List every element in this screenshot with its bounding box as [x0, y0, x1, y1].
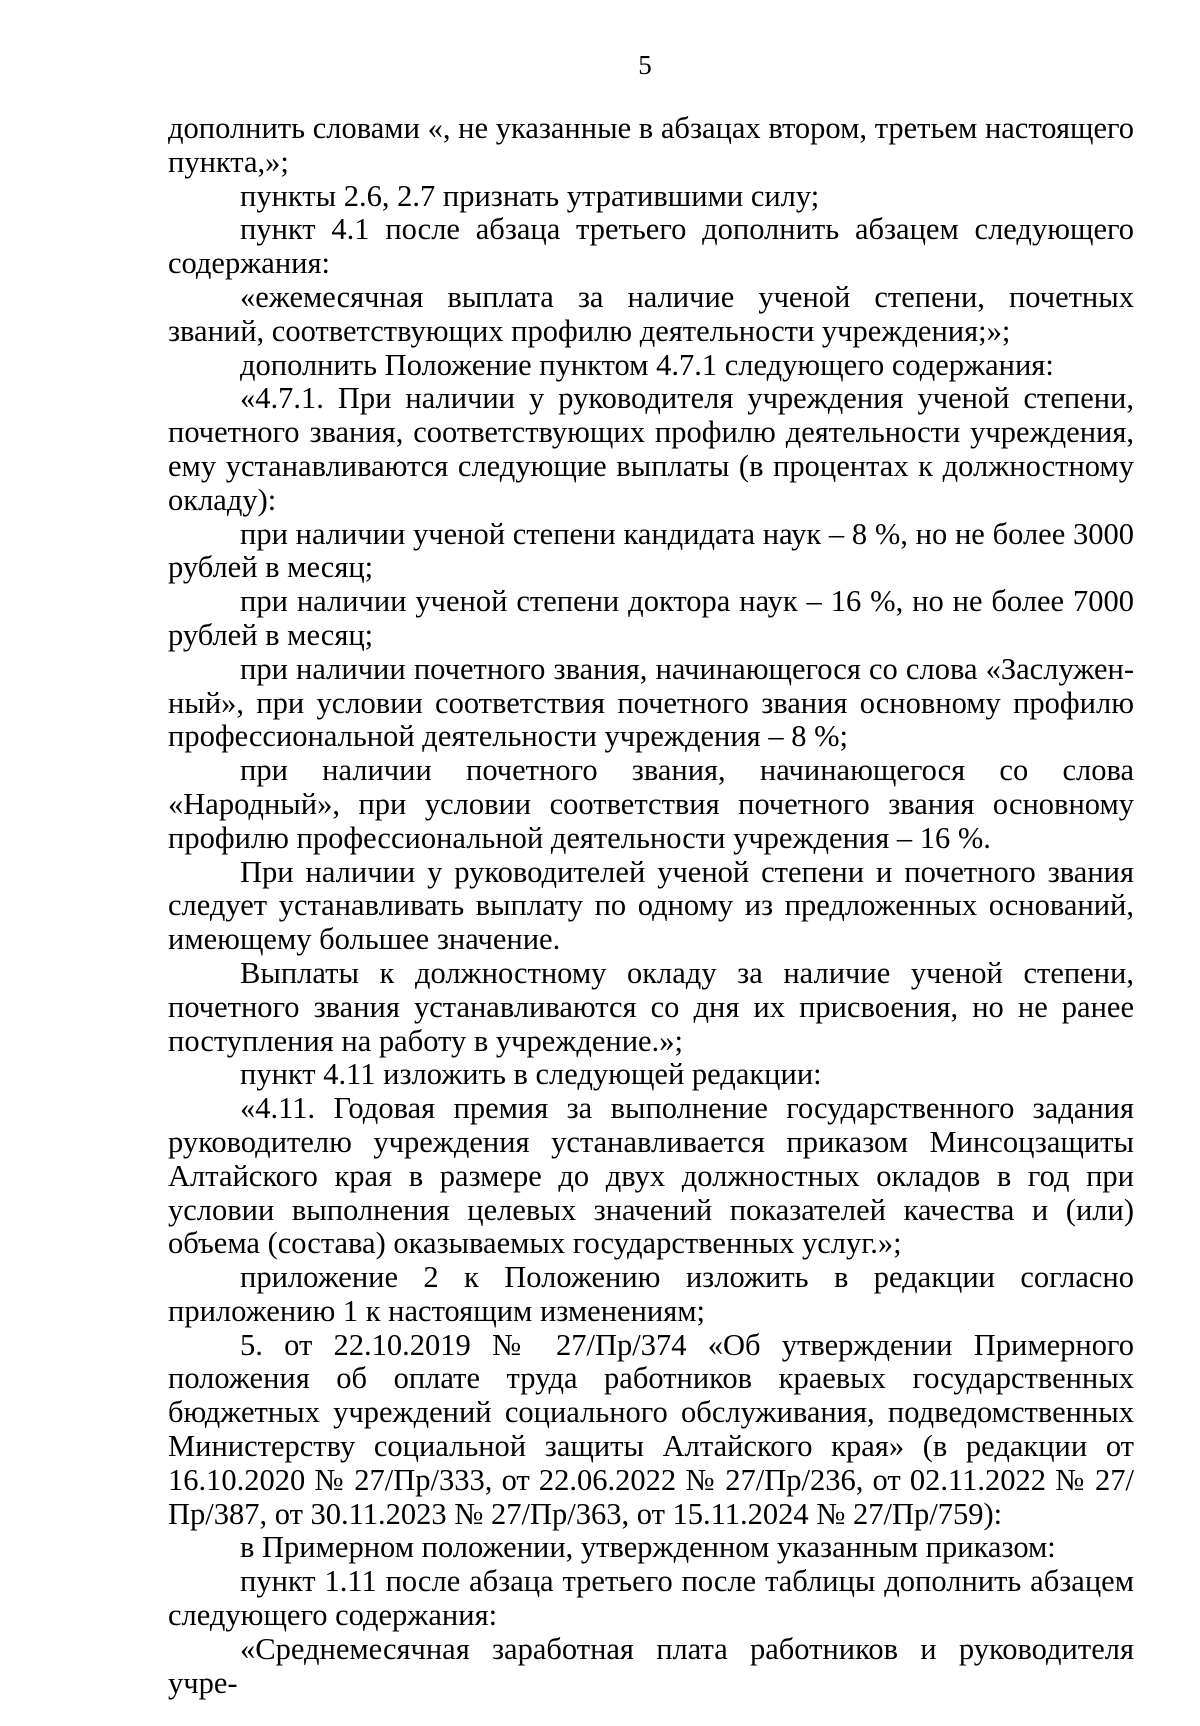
paragraph: Выплаты к должностному окладу за наличие ученой степени, почетного звания устанавливаются со дня их присвоения, но не ранее поступления на работу в учреждение.»;: [168, 955, 1134, 1058]
paragraph: дополнить словами «, не указанные в абзацах втором, третьем настоящего пункта,»;: [168, 111, 1134, 179]
page-number: 5: [638, 50, 652, 80]
paragraph: «4.7.1. При наличии у руководителя учреждения ученой степени, почетного звания, соответствующих профилю деятельности учреждения, ему устанавливаются следующие выплаты (в процентах к должностному окладу):: [168, 381, 1134, 517]
paragraph: 5. от 22.10.2019 № 27/Пр/374 «Об утверждении Примерного положения об оплате труда работников краевых государственных бюджетных учреждений социального обслуживания, подведомственных Министерству социальной защиты Алтайского края» (в редакции от 16.10.2020 № 27/Пр/333, от 22.06.2022 № 27/Пр/236, от 02.11.2022 № 27/Пр/387, от 30.11.2023 № 27/Пр/363, от 15.11.2024 № 27/Пр/759):: [168, 1327, 1134, 1531]
paragraph: пункт 4.1 после абзаца третьего дополнить абзацем следующего содержания:: [168, 212, 1134, 281]
paragraph: «4.11. Годовая премия за выполнение государственного задания руководителю учреждения устанавливается приказом Минсоцзащиты Алтайского края в размере до двух должностных окладов в год при условии выполнения целевых значений показателей качества и (или) объема (состава) оказываемых государственных услуг.»;: [168, 1091, 1134, 1261]
paragraph: приложение 2 к Положению изложить в редакции согласно приложению 1 к настоящим изменениям;: [168, 1260, 1134, 1328]
paragraph: пункт 1.11 после абзаца третьего после таблицы дополнить абзацем следующего содержания:: [168, 1564, 1134, 1633]
paragraph: при наличии ученой степени доктора наук – 16 %, но не более 7000 рублей в месяц;: [168, 584, 1134, 652]
paragraph: при наличии ученой степени кандидата наук – 8 %, но не более 3000 рублей в месяц;: [168, 516, 1134, 585]
paragraph: дополнить Положение пунктом 4.7.1 следующего содержания:: [240, 347, 1054, 382]
paragraph: пункты 2.6, 2.7 признать утратившими силу;: [240, 178, 820, 213]
paragraph: пункт 4.11 изложить в следующей редакции:: [240, 1057, 822, 1092]
paragraph: в Примерном положении, утвержденном указанным приказом:: [240, 1530, 1056, 1565]
paragraph: «Среднемесячная заработная плата работников и руководителя учре-: [168, 1631, 1134, 1700]
paragraph: «ежемесячная выплата за наличие ученой степени, почетных званий, соответствующих профилю деятельности учреждения;»;: [168, 279, 1134, 348]
paragraph: При наличии у руководителей ученой степени и почетного звания следует устанавливать выплату по одному из предложенных оснований, имеющему большее значение.: [168, 854, 1134, 957]
paragraph: при наличии почетного звания, начинающегося со слова «Заслуженный», при условии соответствия почетного звания основному профилю профессиональной деятельности учреждения – 8 %;: [168, 651, 1134, 754]
document-body: [168, 112, 1134, 1700]
paragraph: при наличии почетного звания, начинающегося со слова «Народный», при условии соответствия почетного звания основному профилю профессиональной деятельности учреждения – 16 %.: [168, 753, 1134, 855]
